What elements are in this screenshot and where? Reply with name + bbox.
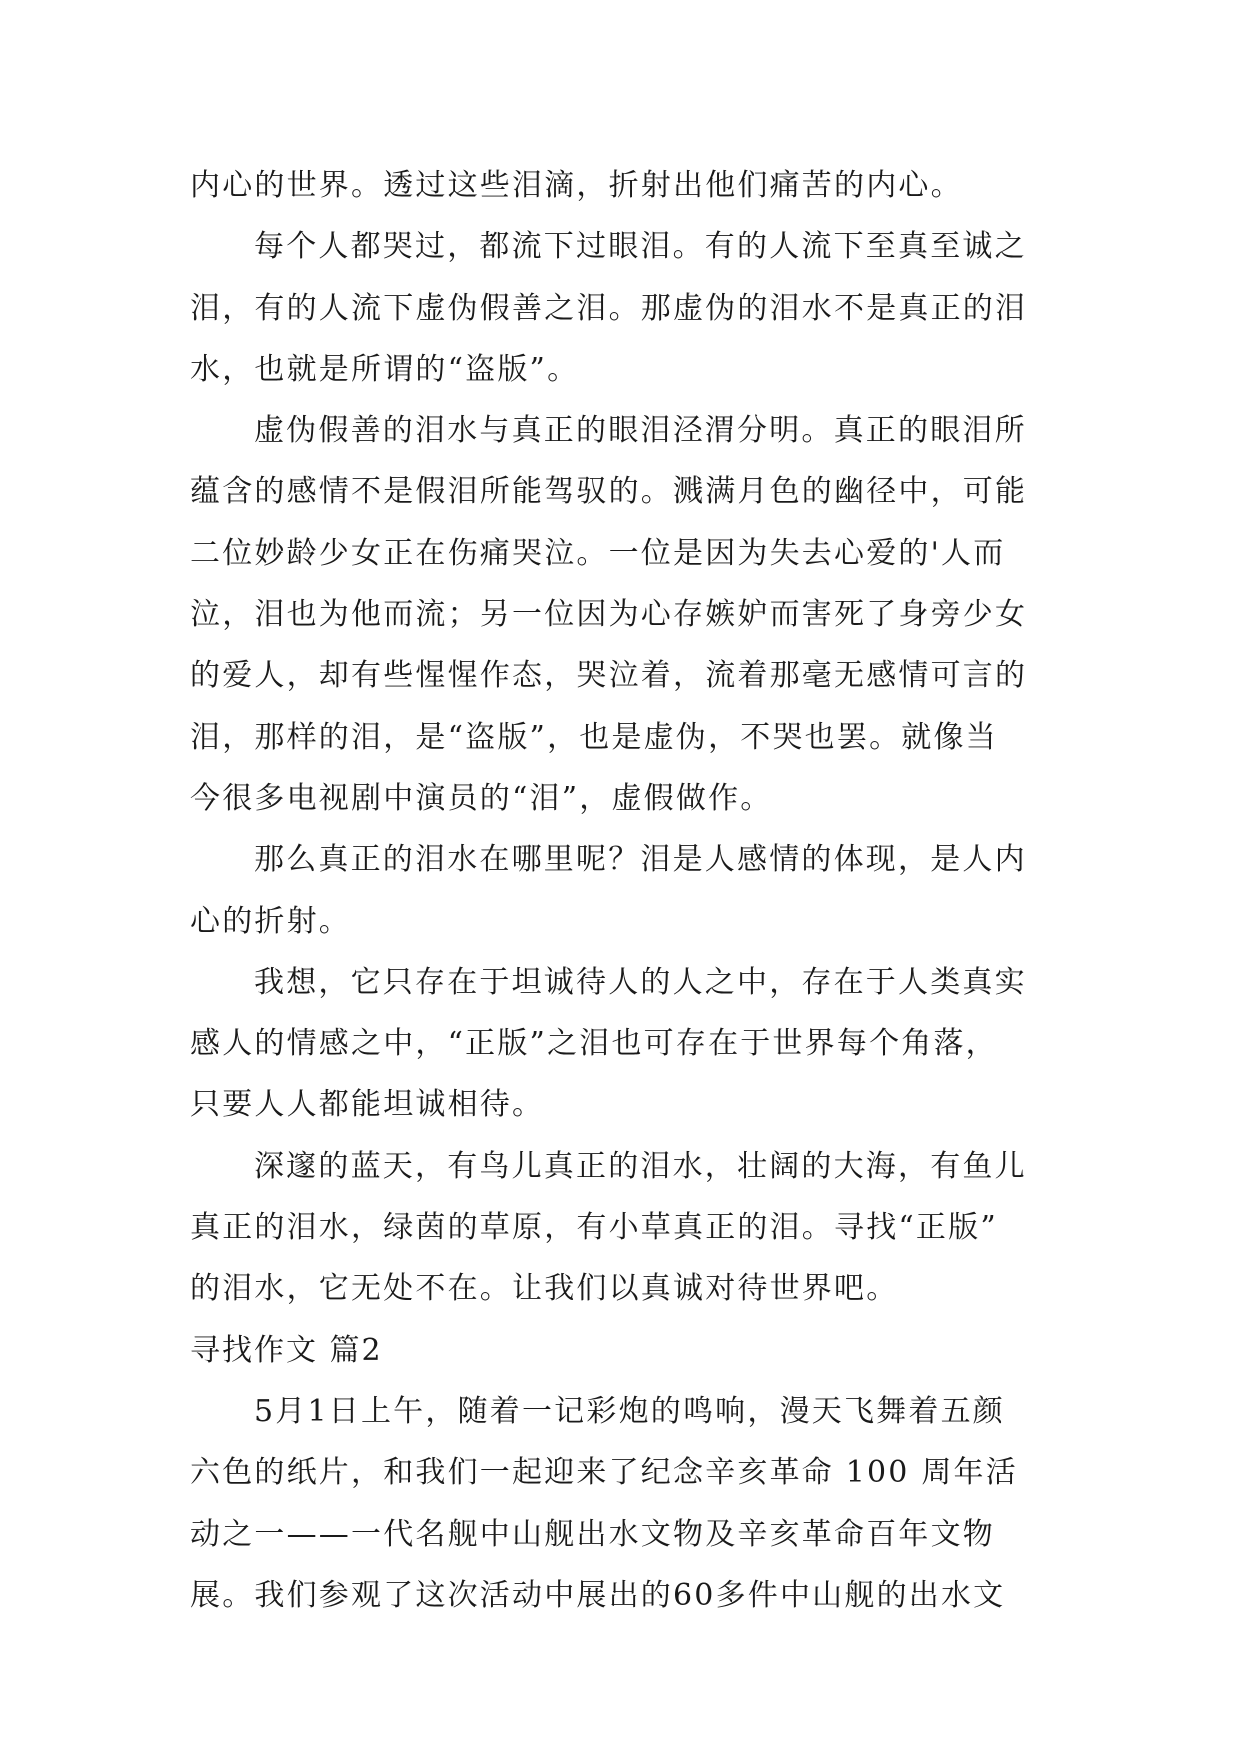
text-line: 内心的世界。透过这些泪滴，折射出他们痛苦的内心。 bbox=[190, 168, 963, 203]
text-line: 真正的泪水，绿茵的草原，有小草真正的泪。寻找“正版” bbox=[190, 1210, 998, 1246]
section-heading: 寻找作文 篇2 bbox=[190, 1332, 383, 1368]
text-line: 我想，它只存在于坦诚待人的人之中，存在于人类真实 bbox=[254, 964, 1027, 1000]
text-line: 今很多电视剧中演员的“泪”，虚假做作。 bbox=[190, 780, 773, 816]
text-line: 展。我们参观了这次活动中展出的60多件中山舰的出水文 bbox=[190, 1577, 1006, 1613]
text-line: 动之一——一代名舰中山舰出水文物及辛亥革命百年文物 bbox=[190, 1516, 995, 1552]
text-line: 水，也就是所谓的“盗版”。 bbox=[190, 351, 580, 387]
text-line: 心的折射。 bbox=[190, 903, 351, 939]
text-line: 泣，泪也为他而流；另一位因为心存嫉妒而害死了身旁少女 bbox=[190, 597, 1028, 633]
text-line: 虚伪假善的泪水与真正的眼泪泾渭分明。真正的眼泪所 bbox=[254, 413, 1027, 449]
document-body bbox=[190, 155, 1050, 1626]
text-line: 深邃的蓝天，有鸟儿真正的泪水，壮阔的大海，有鱼儿 bbox=[254, 1148, 1027, 1184]
text-line: 六色的纸片，和我们一起迎来了纪念辛亥革命 100 周年活 bbox=[190, 1455, 1018, 1491]
text-line: 的爱人，却有些惺惺作态，哭泣着，流着那毫无感情可言的 bbox=[190, 658, 1028, 694]
text-line: 每个人都哭过，都流下过眼泪。有的人流下至真至诚之 bbox=[254, 229, 1027, 265]
text-line: 泪，那样的泪，是“盗版”，也是虚伪，不哭也罢。就像当 bbox=[190, 719, 998, 755]
text-line: 5月1日上午，随着一记彩炮的鸣响，漫天飞舞着五颜 bbox=[254, 1393, 1005, 1429]
text-line: 泪，有的人流下虚伪假善之泪。那虚伪的泪水不是真正的泪 bbox=[190, 290, 1028, 326]
text-line: 感人的情感之中，“正版”之泪也可存在于世界每个角落， bbox=[190, 1026, 998, 1062]
text-line: 只要人人都能坦诚相待。 bbox=[190, 1087, 545, 1123]
text-line: 二位妙龄少女正在伤痛哭泣。一位是因为失去心爱的'人而 bbox=[190, 535, 1006, 571]
text-line: 的泪水，它无处不在。让我们以真诚对待世界吧。 bbox=[190, 1271, 899, 1307]
text-line: 那么真正的泪水在哪里呢？泪是人感情的体现，是人内 bbox=[254, 842, 1027, 878]
text-line: 蕴含的感情不是假泪所能驾驭的。溅满月色的幽径中，可能 bbox=[190, 474, 1028, 510]
